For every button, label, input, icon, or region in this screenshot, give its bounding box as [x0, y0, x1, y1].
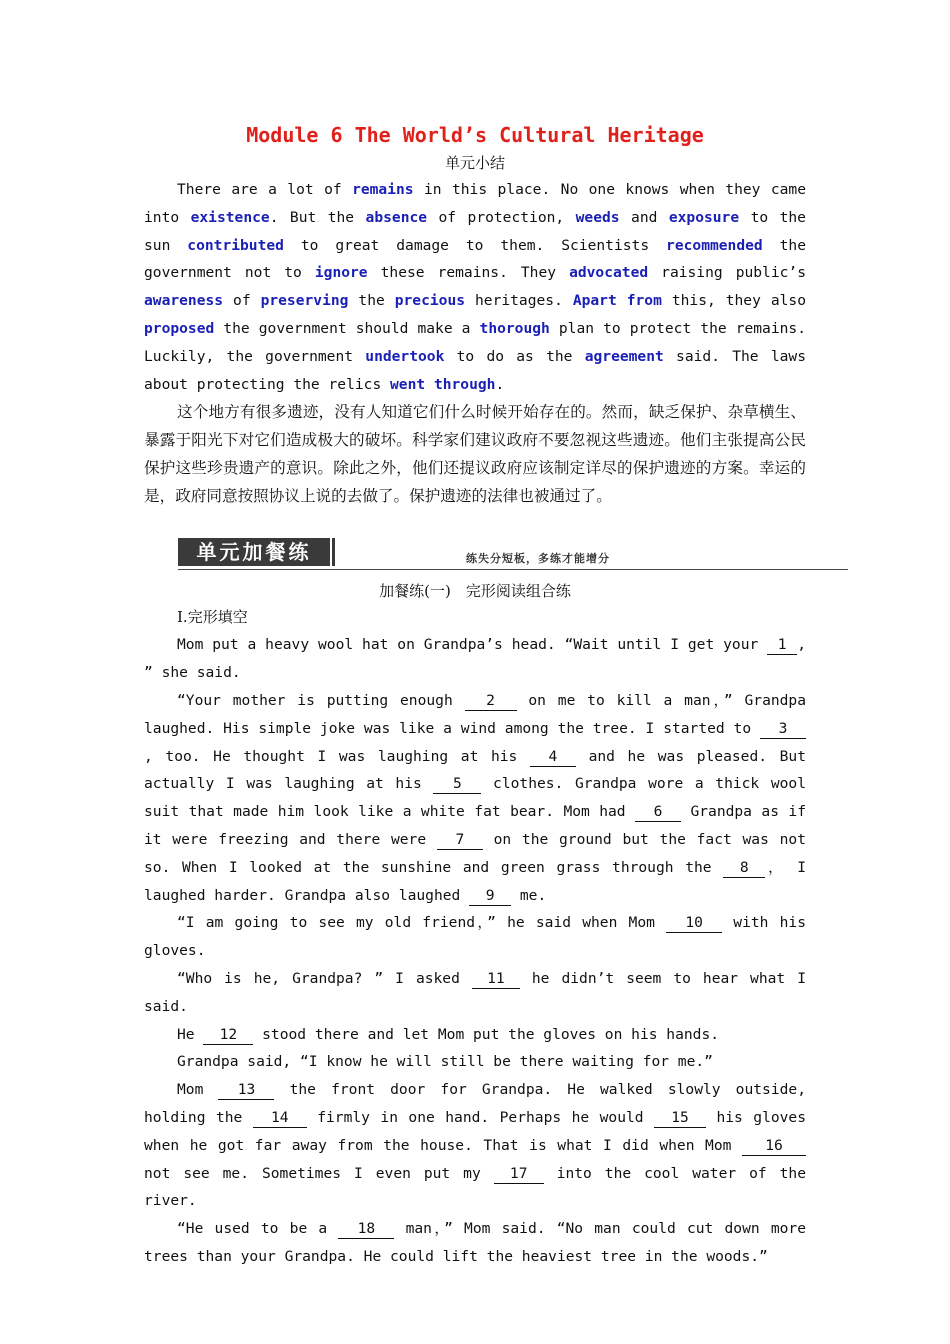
- summary-text: There are a lot of: [177, 181, 353, 198]
- cloze-text: on me to kill a man，” Grandpa laughed. His simple joke was like a wind among the tree. I started to: [144, 691, 806, 737]
- summary-text: and: [619, 208, 669, 226]
- cloze-text: Mom: [177, 1081, 219, 1099]
- cloze-text: stood there and let Mom put the gloves on his hands.: [253, 1025, 720, 1043]
- summary-text: . But the: [269, 208, 366, 226]
- keyword: exposure: [668, 208, 740, 226]
- summary-text: plan to protect the remains. Luckily, the government: [144, 319, 806, 365]
- keyword: awareness: [144, 292, 224, 310]
- keyword: advocated: [569, 264, 649, 282]
- keyword: proposed: [144, 319, 215, 337]
- blank-3: 3: [760, 720, 806, 739]
- cloze-text: “I am going to see my old friend，” he said when Mom: [177, 914, 667, 932]
- blank-13: 13: [218, 1081, 274, 1100]
- summary-text: these remains. They: [367, 264, 570, 282]
- blank-10: 10: [666, 914, 722, 933]
- summary-english: [144, 176, 806, 398]
- keyword: precious: [394, 292, 466, 310]
- cloze-text: and he was pleased. But actually I was laughing at his: [144, 747, 806, 793]
- summary-text: in this place. No one knows when they came into: [144, 181, 806, 226]
- cloze-text: “Who is he, Grandpa? ” I asked: [177, 969, 472, 987]
- summary-text: heritages.: [465, 292, 573, 310]
- summary-text: to the sun: [144, 208, 806, 254]
- summary-text: the government should make a: [214, 319, 480, 337]
- cloze-text: , too. He thought I was laughing at his: [144, 747, 530, 765]
- cloze-text: firmly in one hand. Perhaps he would: [306, 1108, 655, 1126]
- section-subtitle: 单元小结: [444, 154, 505, 172]
- page-title: Module 6 The World’s Cultural Heritage: [246, 123, 704, 147]
- cloze-text: on the ground but the fact was not so. When I looked at the sunshine and green grass through the: [144, 830, 806, 876]
- banner-label: 单元加餐练: [178, 538, 330, 566]
- document-content: [144, 120, 806, 1271]
- cloze-text: he didn’t seem to hear what I said.: [144, 969, 806, 1015]
- cloze-paragraph: [144, 631, 806, 687]
- cloze-text: , ” she said.: [144, 636, 806, 682]
- cloze-paragraph: [144, 1076, 806, 1215]
- cloze-text: the front door for Grandpa. He walked slowly outside, holding the: [144, 1081, 806, 1126]
- blank-4: 4: [530, 748, 576, 767]
- banner-divider: [178, 569, 848, 570]
- summary-text: of: [223, 292, 261, 310]
- part-title: Ⅰ.完形填空: [177, 608, 248, 627]
- cloze-text: not see me. Sometimes I even put my: [144, 1164, 494, 1182]
- summary-text: the: [348, 292, 395, 310]
- cloze-text: ， I laughed harder. Grandpa also laughed: [144, 858, 807, 904]
- keyword: recommended: [666, 236, 763, 254]
- summary-text: said. The laws about protecting the relics: [144, 347, 806, 393]
- blank-14: 14: [253, 1109, 307, 1128]
- cloze-text: “He used to be a: [177, 1220, 339, 1238]
- keyword: thorough: [479, 319, 550, 337]
- banner-slogan: 练失分短板，多练才能增分: [466, 552, 610, 566]
- blank-16: 16: [742, 1137, 806, 1156]
- cloze-paragraph: [144, 1215, 806, 1271]
- blank-11: 11: [472, 970, 520, 989]
- cloze-text: me.: [511, 886, 547, 904]
- summary-text: .: [495, 375, 505, 393]
- summary-paragraph: [144, 176, 806, 398]
- section-banner: [144, 538, 806, 568]
- keyword: contributed: [187, 236, 284, 254]
- summary-text: the government not to: [144, 236, 806, 282]
- cloze-passage: [144, 631, 806, 1270]
- cloze-paragraph: [144, 965, 806, 1021]
- blank-7: 7: [437, 831, 483, 850]
- cloze-text: Mom put a heavy wool hat on Grandpa’s head. “Wait until I get your: [177, 636, 768, 654]
- keyword: preserving: [260, 292, 349, 310]
- summary-text: of protection,: [427, 208, 576, 226]
- blank-2: 2: [465, 692, 517, 711]
- keyword: existence: [190, 208, 270, 226]
- cloze-text: Grandpa said, “I know he will still be there waiting for me.”: [177, 1053, 713, 1071]
- cloze-text: He: [177, 1025, 204, 1043]
- keyword: went through: [390, 375, 496, 393]
- keyword: absence: [365, 208, 428, 226]
- summary-text: this, they also: [661, 292, 806, 310]
- blank-15: 15: [654, 1109, 706, 1128]
- keyword: agreement: [584, 347, 664, 365]
- cloze-paragraph: [144, 687, 806, 909]
- summary-text: to do as the: [444, 347, 585, 365]
- cloze-text: with his gloves.: [144, 914, 807, 960]
- blank-1: 1: [767, 636, 797, 655]
- blank-18: 18: [338, 1220, 394, 1239]
- blank-5: 5: [433, 775, 481, 794]
- banner-bar: [332, 538, 335, 566]
- exercise-title: 加餐练(一) 完形阅读组合练: [379, 582, 571, 601]
- blank-8: 8: [723, 859, 765, 878]
- summary-text: to great damage to them. Scientists: [283, 236, 667, 254]
- blank-6: 6: [635, 803, 681, 822]
- cloze-text: his gloves when he got far away from the house. That is what I did when Mom: [144, 1108, 807, 1154]
- summary-chinese: 这个地方有很多遗迹，没有人知道它们什么时候开始存在的。然而，缺乏保护、杂草横生、暴露于阳光下对它们造成极大的破坏。科学家们建议政府不要忽视这些遗迹。他们主张提高公民保护这些珍贵遗产的意识。除此之外，他们还提议政府应该制定详尽的保护遗迹的方案。幸运的是，政府同意按照协议上说的去做了。保护遗迹的法律也被通过了。: [144, 403, 806, 506]
- keyword: undertook: [365, 347, 445, 365]
- blank-12: 12: [203, 1026, 253, 1045]
- cloze-text: into the cool water of the river.: [144, 1164, 806, 1210]
- cloze-text: Grandpa as if it were freezing and there were: [144, 803, 806, 848]
- keyword: Apart from: [572, 292, 662, 310]
- cloze-text: man，” Mom said. “No man could cut down more trees than your Grandpa. He could lift the heaviest tree in the woods.”: [144, 1220, 806, 1265]
- cloze-text: “Your mother is putting enough: [177, 691, 465, 709]
- blank-17: 17: [494, 1165, 544, 1184]
- blank-9: 9: [469, 887, 511, 906]
- cloze-paragraph: [144, 1021, 806, 1049]
- keyword: remains: [352, 181, 414, 198]
- cloze-text: clothes. Grandpa wore a thick wool suit that made him look like a white fat bear. Mom had: [144, 775, 806, 821]
- keyword: weeds: [575, 208, 620, 226]
- cloze-paragraph: [144, 909, 806, 965]
- summary-text: raising public’s: [648, 264, 806, 282]
- cloze-paragraph: [144, 1048, 806, 1076]
- keyword: ignore: [314, 264, 368, 282]
